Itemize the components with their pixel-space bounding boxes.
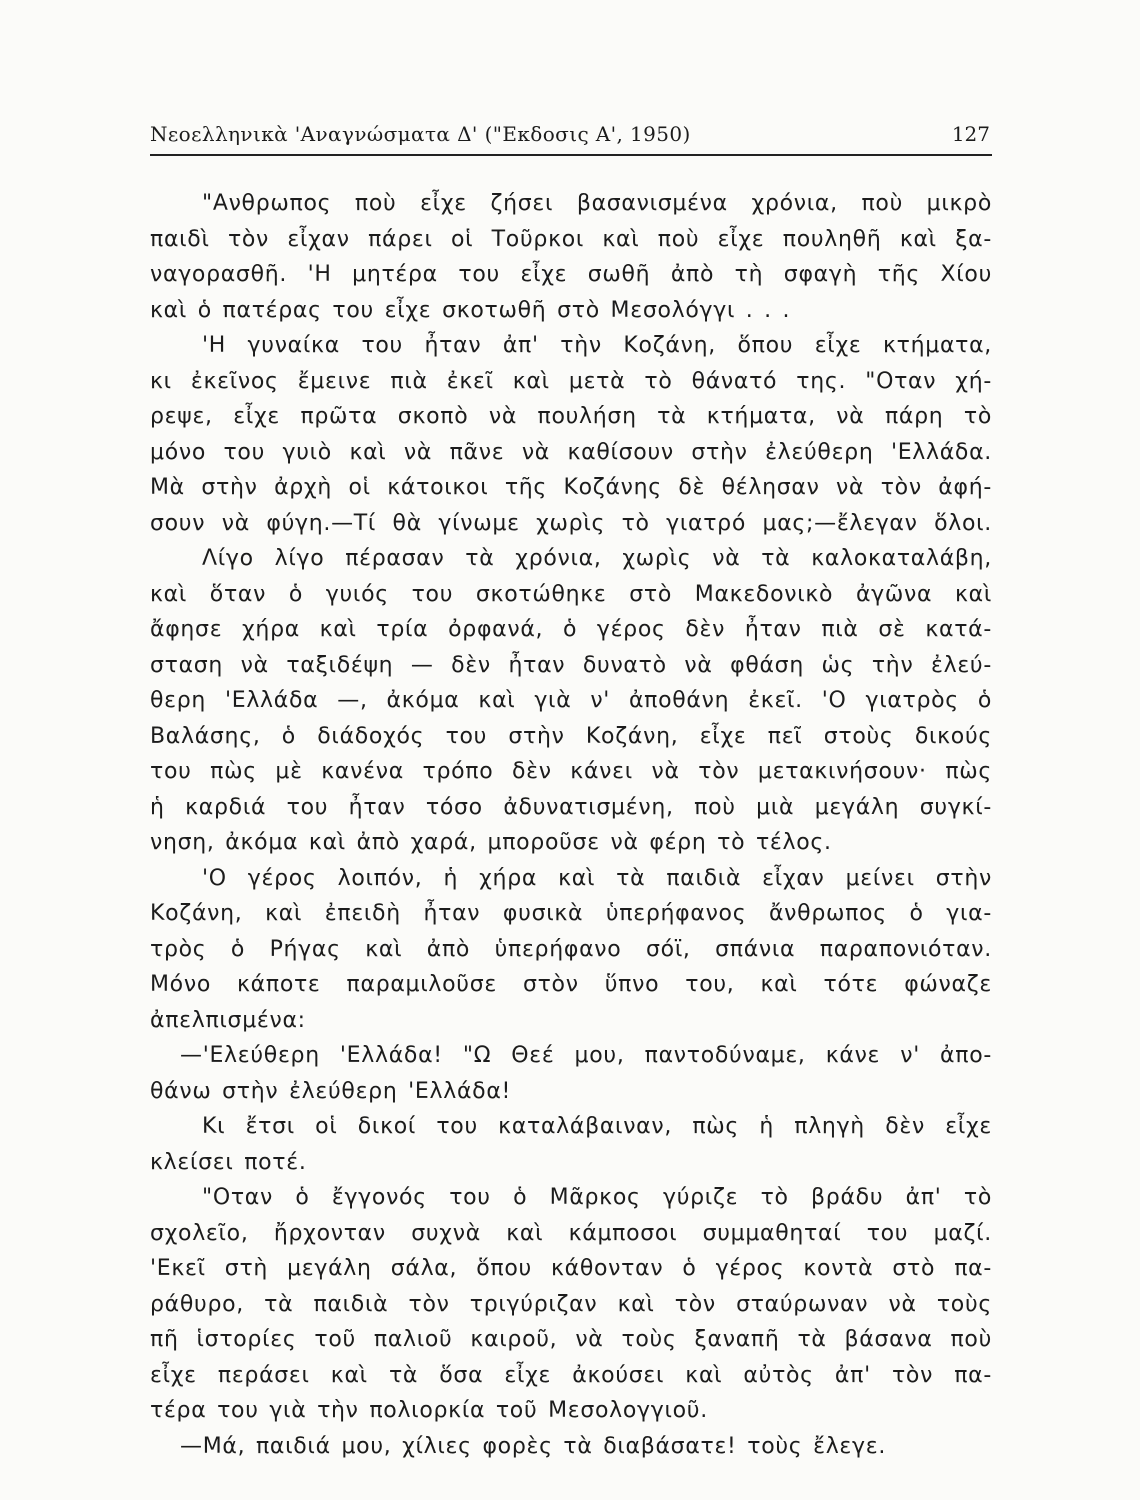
text-line: θερη 'Ελλάδα —, ἀκόμα καὶ γιὰ ν' ἀποθάνη ἐκεῖ. 'Ο γιατρὸς ὁ (150, 688, 992, 713)
text-line: ἄφησε χήρα καὶ τρία ὀρφανά, ὁ γέρος δὲν ἦταν πιὰ σὲ κατά- (150, 617, 992, 642)
text-line: τέρα του γιὰ τὴν πολιορκία τοῦ Μεσολογγιοῦ. (150, 1398, 708, 1423)
text-line: κι ἐκεῖνος ἔμεινε πιὰ ἐκεῖ καὶ μετὰ τὸ θάνατό της. "Οταν χή- (150, 368, 992, 394)
text-line: ναγορασθῆ. 'Η μητέρα του εἶχε σωθῆ ἀπὸ τὴ σφαγὴ τῆς Χίου (150, 262, 992, 287)
text-line: σχολεῖο, ἤρχονταν συχνὰ καὶ κάμποσοι συμμαθηταί του μαζί. (150, 1220, 992, 1246)
text-line: 'Ο γέρος λοιπόν, ἡ χήρα καὶ τὰ παιδιὰ εἶχαν μείνει στὴν (202, 865, 992, 891)
text-line: σταση νὰ ταξιδέψη — δὲν ἦταν δυνατὸ νὰ φθάση ὡς τὴν ἐλεύ- (150, 652, 992, 678)
text-line: του πὼς μὲ κανένα τρόπο δὲν κάνει νὰ τὸν μετακινήσουν· πὼς (150, 759, 992, 784)
running-head (150, 120, 992, 156)
text-line: μόνο του γυιὸ καὶ νὰ πᾶνε νὰ καθίσουν στὴν ἐλεύθερη 'Ελλάδα. (150, 439, 992, 465)
text-line: —Μά, παιδιά μου, χίλιες φορὲς τὰ διαβάσατε! τοὺς ἔλεγε. (180, 1433, 887, 1459)
book-title: Νεοελληνικὰ 'Αναγνώσματα Δ' ("Εκδοσις Α', 1950) (150, 122, 691, 146)
text-line: Μὰ στὴν ἀρχὴ οἱ κάτοικοι τῆς Κοζάνης δὲ θέλησαν νὰ τὸν ἀφή- (150, 475, 992, 500)
text-line: 'Η γυναίκα του ἦταν ἀπ' τὴν Κοζάνη, ὅπου εἶχε κτήματα, (202, 333, 992, 358)
text-line: Βαλάσης, ὁ διάδοχός του στὴν Κοζάνη, εἶχε πεῖ στοὺς δικούς (150, 723, 992, 749)
text-line: παιδὶ τὸν εἶχαν πάρει οἱ Τοῦρκοι καὶ ποὺ εἶχε πουληθῆ καὶ ξα- (150, 226, 992, 252)
text-line: νηση, ἀκόμα καὶ ἀπὸ χαρά, μποροῦσε νὰ φέρη τὸ τέλος. (150, 830, 832, 855)
text-line: "Οταν ὁ ἔγγονός του ὁ Μᾶρκος γύριζε τὸ βράδυ ἀπ' τὸ (202, 1185, 992, 1210)
text-line: ἡ καρδιά του ἦταν τόσο ἀδυνατισμένη, ποὺ μιὰ μεγάλη συγκί- (150, 794, 992, 820)
text-line: ἀπελπισμένα: (150, 1007, 306, 1033)
text-line: θάνω στὴν ἐλεύθερη 'Ελλάδα! (150, 1078, 512, 1104)
text-line: Λίγο λίγο πέρασαν τὰ χρόνια, χωρὶς νὰ τὰ καλοκαταλάβη, (202, 546, 992, 571)
text-line: ρεψε, εἶχε πρῶτα σκοπὸ νὰ πουλήση τὰ κτήματα, νὰ πάρη τὸ (150, 404, 992, 429)
text-line: σουν νὰ φύγη.—Τί θὰ γίνωμε χωρὶς τὸ γιατρό μας;—ἔλεγαν ὅλοι. (150, 510, 992, 536)
text-line: 'Εκεῖ στὴ μεγάλη σάλα, ὅπου κάθονταν ὁ γέρος κοντὰ στὸ πα- (150, 1256, 992, 1281)
text-line: καὶ ὅταν ὁ γυιός του σκοτώθηκε στὸ Μακεδονικὸ ἀγῶνα καὶ (150, 581, 992, 607)
text-line: "Ανθρωπος ποὺ εἶχε ζήσει βασανισμένα χρόνια, ποὺ μικρὸ (202, 191, 992, 216)
text-line: Κοζάνη, καὶ ἐπειδὴ ἦταν φυσικὰ ὑπερήφανος ἄνθρωπος ὁ για- (150, 901, 992, 926)
body-text (150, 186, 992, 1464)
header-rule (150, 154, 992, 156)
text-line: Κι ἔτσι οἱ δικοί του καταλάβαιναν, πὼς ἡ πληγὴ δὲν εἶχε (202, 1114, 992, 1139)
text-line: τρὸς ὁ Ρήγας καὶ ἀπὸ ὑπερήφανο σόϊ, σπάνια παραπονιόταν. (150, 936, 992, 962)
text-line: καὶ ὁ πατέρας του εἶχε σκοτωθῆ στὸ Μεσολόγγι . . . (150, 297, 791, 323)
text-line: —'Ελεύθερη 'Ελλάδα! "Ω Θεέ μου, παντοδύναμε, κάνε ν' ἀπο- (180, 1043, 992, 1068)
text-line: πῆ ἱστορίες τοῦ παλιοῦ καιροῦ, νὰ τοὺς ξαναπῆ τὰ βάσανα ποὺ (150, 1327, 992, 1352)
text-line: εἶχε περάσει καὶ τὰ ὅσα εἶχε ἀκούσει καὶ αὐτὸς ἀπ' τὸν πα- (150, 1362, 992, 1388)
text-line: Μόνο κάποτε παραμιλοῦσε στὸν ὕπνο του, καὶ τότε φώναζε (150, 972, 992, 997)
page-number: 127 (951, 122, 990, 146)
text-line: ράθυρο, τὰ παιδιὰ τὸν τριγύριζαν καὶ τὸν σταύρωναν νὰ τοὺς (150, 1291, 992, 1317)
text-line: κλείσει ποτέ. (150, 1149, 307, 1175)
